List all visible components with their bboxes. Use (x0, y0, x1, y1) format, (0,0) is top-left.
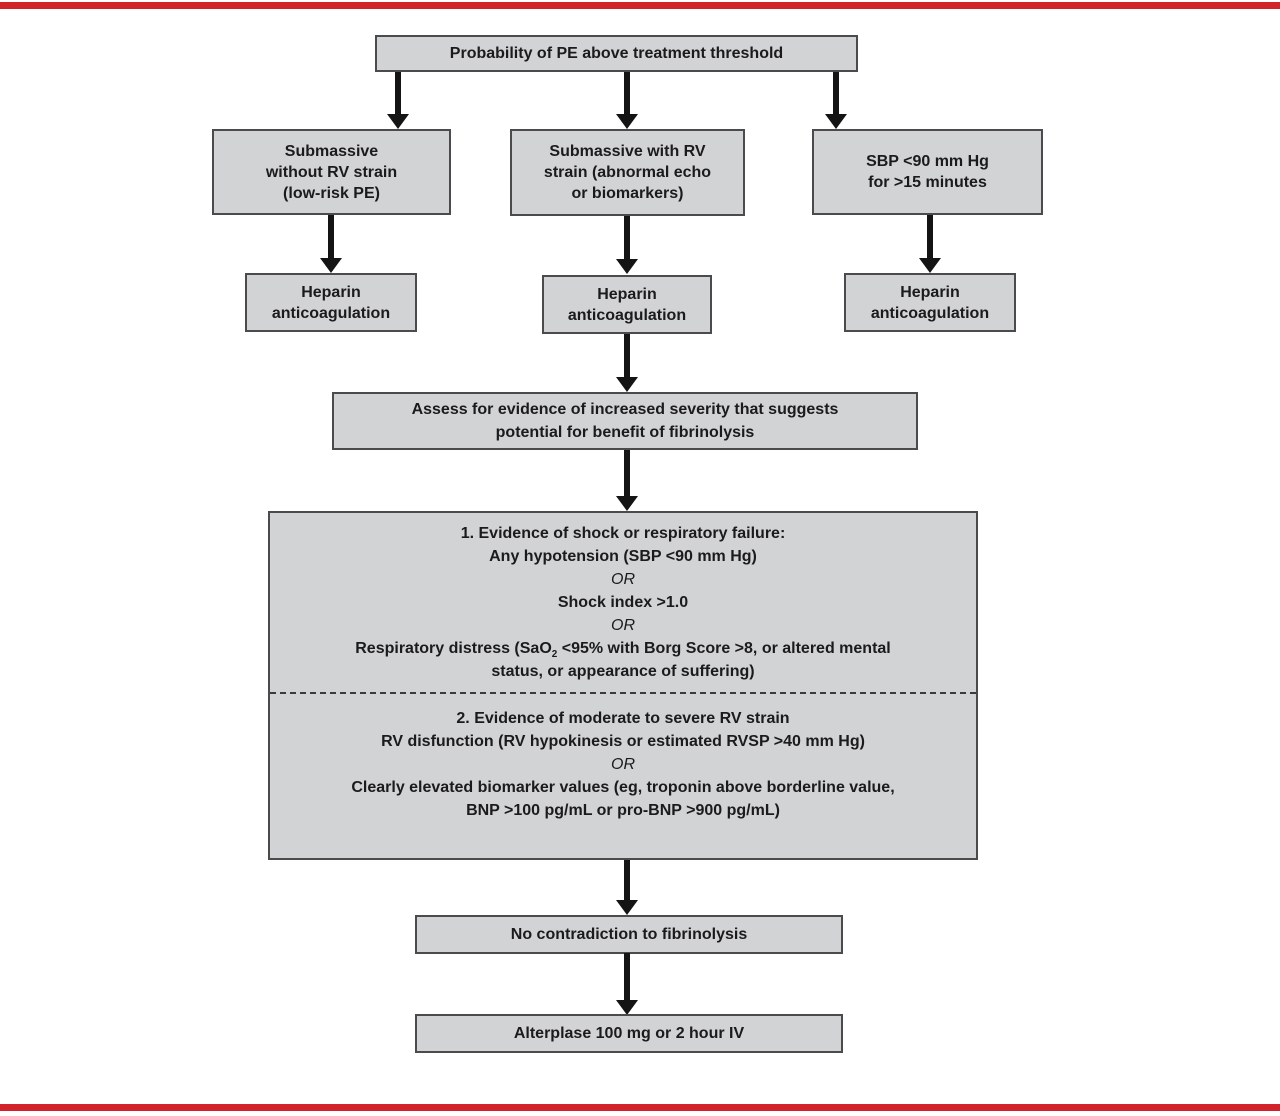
arrow-stem (624, 953, 630, 1000)
criteria-line: BNP >100 pg/mL or pro-BNP >900 pg/mL) (466, 801, 780, 819)
node-text-line: (low-risk PE) (283, 184, 380, 202)
sao2-subscript: 2 (551, 649, 558, 661)
criteria-or-label: OR (611, 616, 635, 634)
node-text-line: SBP <90 mm Hg (866, 153, 989, 170)
criteria-line-text: <95% with Borg Score >8, or altered mental (557, 639, 891, 657)
node-submassive-with-rv-strain (510, 129, 745, 216)
criteria-line: status, or appearance of suffering) (491, 662, 755, 680)
node-alterplase (415, 1014, 843, 1053)
node-probability-pe-threshold (375, 35, 858, 72)
criteria-section-shock (270, 513, 976, 692)
arrow-stem (624, 860, 630, 900)
node-text-line: Heparin (900, 283, 960, 301)
arrow-stem (624, 216, 630, 259)
arrow-criteria-to-no-contradiction (616, 860, 638, 915)
arrow-no-contradiction-to-alterplase (616, 953, 638, 1015)
arrow-stem (624, 72, 630, 114)
criteria-or-label: OR (611, 570, 635, 588)
node-text-line: or biomarkers) (571, 185, 684, 202)
node-text-line: Assess for evidence of increased severity that suggests (411, 401, 839, 418)
node-text-line: Heparin (301, 283, 361, 301)
arrow-assess-to-criteria (616, 450, 638, 511)
arrow-stem (395, 72, 401, 114)
node-heparin-right (844, 273, 1016, 332)
arrow-left-to-heparin (320, 215, 342, 273)
arrow-stem (833, 72, 839, 114)
node-text: Probability of PE above treatment threshold (449, 45, 784, 62)
arrow-head (616, 259, 638, 274)
node-text-line: without RV strain (265, 163, 398, 181)
arrow-head (825, 114, 847, 129)
node-text: Alterplase 100 mg or 2 hour IV (513, 1025, 745, 1042)
arrow-stem (927, 215, 933, 258)
arrow-stem (624, 450, 630, 496)
arrow-head (616, 1000, 638, 1015)
arrow-root-to-middle-branch (616, 72, 638, 129)
arrow-head (616, 377, 638, 392)
node-assess-severity (332, 392, 918, 450)
arrow-heparin-to-assess (616, 334, 638, 392)
criteria-line: Any hypotension (SBP <90 mm Hg) (489, 547, 757, 565)
criteria-line-text: Respiratory distress (SaO (355, 639, 552, 657)
arrow-head (387, 114, 409, 129)
node-no-contradiction (415, 915, 843, 954)
criteria-section-rv-strain (270, 694, 976, 858)
criteria-line: RV disfunction (RV hypokinesis or estimated RVSP >40 mm Hg) (381, 732, 865, 750)
arrow-right-to-heparin (919, 215, 941, 273)
node-text-line: potential for benefit of fibrinolysis (495, 424, 755, 441)
bottom-border-line (0, 1104, 1280, 1111)
criteria-line: Clearly elevated biomarker values (eg, troponin above borderline value, (351, 778, 895, 796)
arrow-head (919, 258, 941, 273)
node-submassive-without-rv-strain (212, 129, 451, 215)
arrow-middle-to-heparin (616, 216, 638, 274)
criteria-line (270, 637, 976, 660)
node-text-line: anticoagulation (271, 304, 391, 322)
arrow-head (616, 496, 638, 511)
node-heparin-left (245, 273, 417, 332)
node-heparin-middle (542, 275, 712, 334)
arrow-root-to-right-branch (825, 72, 847, 129)
criteria-line: Shock index >1.0 (557, 593, 689, 611)
node-sbp-below-90 (812, 129, 1043, 215)
arrow-stem (624, 334, 630, 377)
node-text-line: Heparin (597, 285, 657, 303)
arrow-head (616, 114, 638, 129)
criteria-or-label: OR (611, 755, 635, 773)
arrow-head (616, 900, 638, 915)
arrow-root-to-left-branch (387, 72, 409, 129)
arrow-stem (328, 215, 334, 258)
node-text-line: anticoagulation (567, 306, 687, 324)
node-text: No contradiction to fibrinolysis (510, 926, 748, 943)
arrow-head (320, 258, 342, 273)
node-text-line: anticoagulation (870, 304, 990, 322)
node-text-line: Submassive with RV (549, 143, 706, 160)
criteria-line: 1. Evidence of shock or respiratory failure: (460, 524, 786, 542)
node-text-line: for >15 minutes (868, 174, 987, 191)
criteria-line: 2. Evidence of moderate to severe RV strain (456, 709, 790, 727)
node-criteria (268, 511, 978, 860)
node-text-line: strain (abnormal echo (543, 164, 712, 181)
top-border-line (0, 2, 1280, 9)
node-text-line: Submassive (284, 142, 379, 160)
